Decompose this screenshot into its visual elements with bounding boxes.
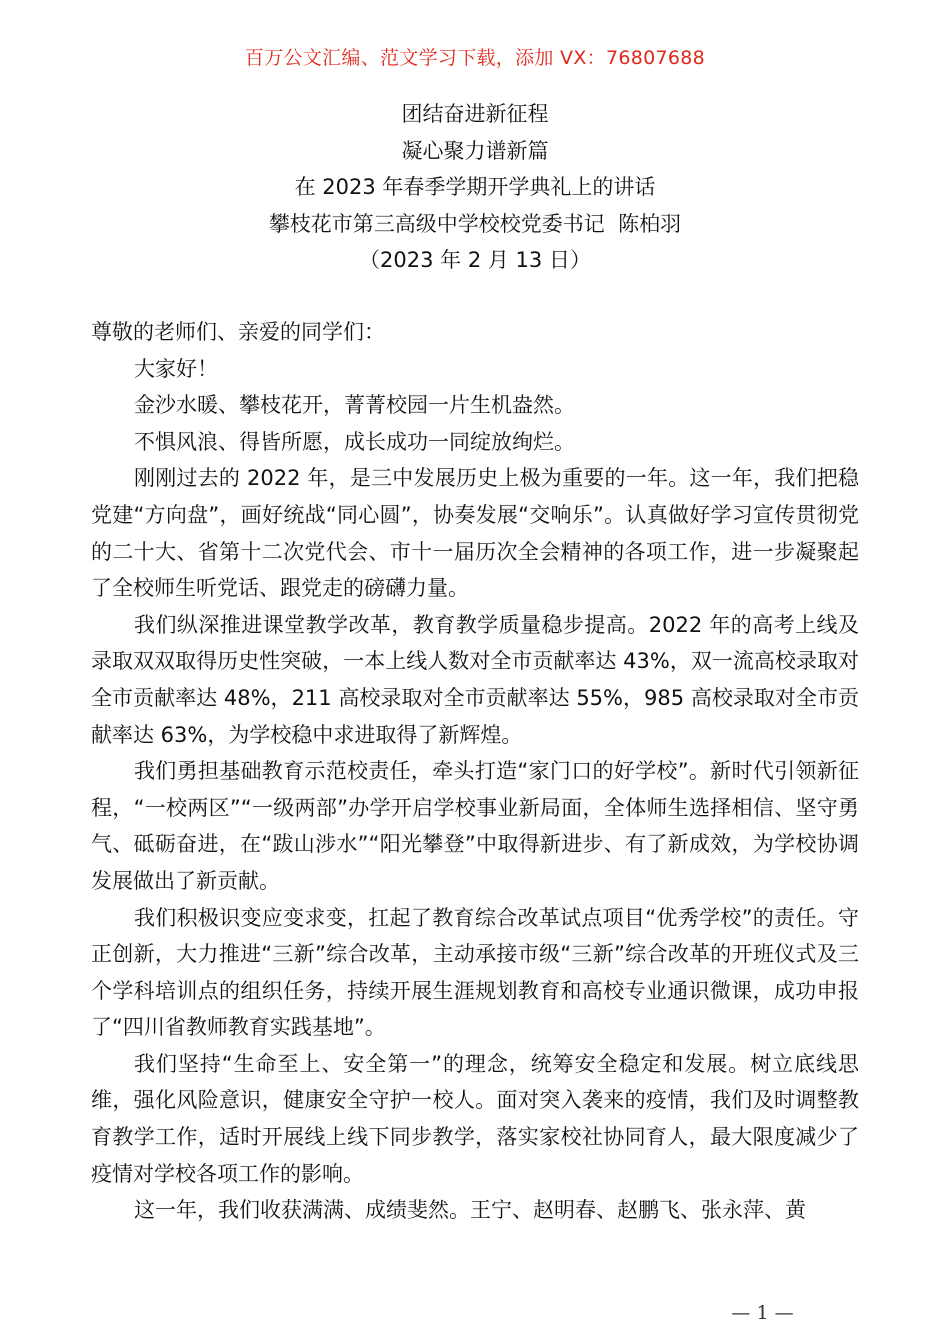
paragraph-achievements: 这一年，我们收获满满、成绩斐然。王宁、赵明春、赵鹏飞、张永萍、黄 (134, 1198, 806, 1223)
salutation: 尊敬的老师们、亲爱的同学们： (91, 320, 385, 344)
paragraph-teaching-reform: 我们纵深推进课堂教学改革，教育教学质量稳步提高。2022 年的高考上线及录取双双取得历史性突破，一本上线人数对全市贡献率达 43%，双一流高校录取对全市贡献率达 48%，211 高校录取对全市贡献率达 55%，985 高校录取对全市贡献率达 63%，为学校稳中求进取得了新辉煌。 (91, 612, 859, 747)
paragraph-model-school: 我们勇担基础教育示范校责任，牵头打造“家门口的好学校”。新时代引领新征程，“一校两区”“一级两部”办学开启学校事业新局面，全体师生选择相信、坚守勇气、砥砺奋进，在“跋山涉水”“阳光攀登”中取得新进步、有了新成效，为学校协调发展做出了新贡献。 (91, 759, 859, 893)
page-footer (0, 1300, 950, 1326)
speaker-line: 攀枝花市第三高级中学校校党委书记 陈柏羽 (268, 211, 682, 236)
title-block (0, 96, 950, 279)
speech-date: （2023 年 2 月 13 日） (359, 248, 591, 273)
paragraph-education-reform: 我们积极识变应变求变，扛起了教育综合改革试点项目“优秀学校”的责任。守正创新，大力推进“三新”综合改革，主动承接市级“三新”综合改革的开班仪式及三个学科培训点的组织任务，持续开展生涯规划教育和高校专业通识微课，成功申报了“四川省教师教育实践基地”。 (91, 905, 859, 1040)
paragraph-safety: 我们坚持“生命至上、安全第一”的理念，统筹安全稳定和发展。树立底线思维，强化风险意识，健康安全守护一校人。面对突入袭来的疫情，我们及时调整教育教学工作，适时开展线上线下同步教学，落实家校社协同育人，最大限度减少了疫情对学校各项工作的影响。 (91, 1051, 859, 1186)
paragraph-party-building: 刚刚过去的 2022 年，是三中发展历史上极为重要的一年。这一年，我们把稳党建“方向盘”，画好统战“同心圆”，协奏发展“交响乐”。认真做好学习宣传贯彻党的二十大、省第十二次党代会、市十一届历次全会精神的各项工作，进一步凝聚起了全校师生听党话、跟党走的磅礴力量。 (91, 466, 859, 601)
paragraph-opening-2: 不惧风浪、得皆所愿，成长成功一同绽放绚烂。 (134, 429, 575, 454)
page-number: — 1 — (731, 1302, 794, 1324)
sub-title: 凝心聚力谱新篇 (401, 138, 549, 163)
paragraph-greeting: 大家好！ (134, 356, 218, 381)
paragraph-opening-1: 金沙水暖、攀枝花开，菁菁校园一片生机盎然。 (134, 393, 575, 418)
main-title: 团结奋进新征程 (401, 102, 549, 126)
speech-body (91, 314, 859, 1229)
speech-occasion: 在 2023 年春季学期开学典礼上的讲话 (294, 175, 656, 200)
promo-banner: 百万公文汇编、范文学习下载，添加 VX：76807688 (244, 47, 706, 69)
